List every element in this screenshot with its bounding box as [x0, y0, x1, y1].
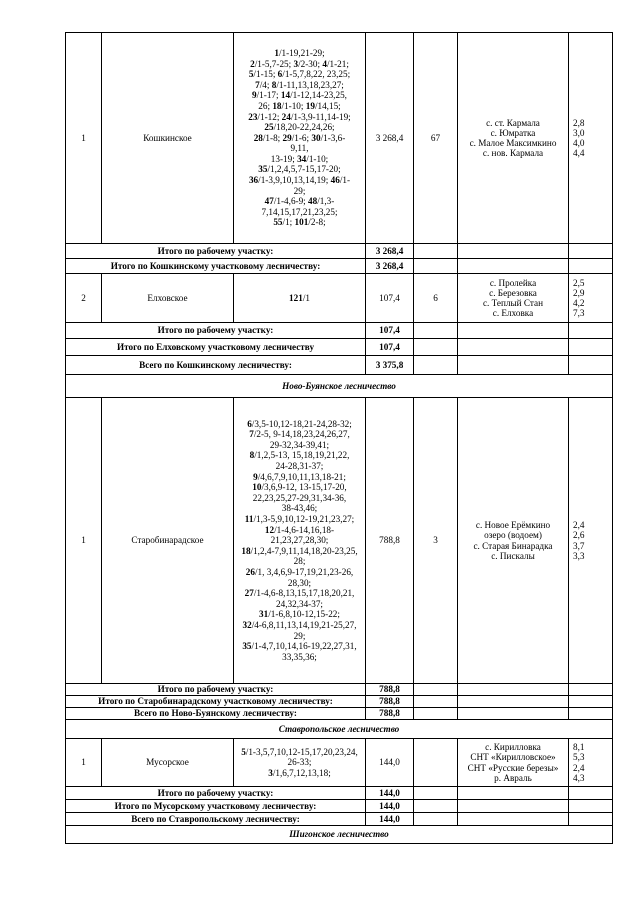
empty-cell: [414, 813, 458, 826]
line: с. ст. Кармала: [486, 117, 540, 128]
line: 26; 18/1-10; 19/14,15;: [258, 100, 341, 111]
total-row: [66, 800, 613, 813]
empty-cell: [414, 696, 458, 708]
total-row: [66, 813, 613, 826]
distance-list: [569, 33, 613, 244]
line: 121/1: [289, 292, 310, 303]
line: СНТ «Русские березы»: [467, 762, 559, 773]
line: 38-43,46;: [281, 503, 318, 514]
settlement-list: [458, 398, 569, 684]
line: 35/1,2,4,5,7-15,17-20;: [258, 164, 341, 175]
empty-cell: [569, 787, 613, 800]
line: 7/4; 8/1-11,13,18,23,27;: [255, 79, 344, 90]
empty-cell: [458, 323, 569, 339]
line: 10/3,6,9-12, 13-15,17-20,: [252, 482, 347, 493]
line: 26-33;: [287, 757, 312, 768]
total-label: Всего по Кошкинскому лесничеству:: [66, 356, 366, 375]
line: 7/2-5, 9-14,18,23,24,26,27,: [249, 429, 350, 440]
settlement-list: [458, 33, 569, 244]
total-value: 144,0: [366, 813, 414, 826]
row-number: 1: [66, 739, 102, 787]
section-heading: Ставропольское лесничество: [66, 720, 613, 739]
row-number: 2: [66, 274, 102, 323]
section-row: [66, 826, 613, 844]
total-value: 144,0: [366, 787, 414, 800]
line: 47/1-4,6-9; 48/1,3-: [264, 196, 335, 207]
total-label: Итого по Старобинарадскому участковому лесничеству:: [66, 696, 366, 708]
table-row: [66, 398, 613, 684]
settlement-list: [458, 274, 569, 323]
line: с. Теплый Стан: [482, 298, 544, 308]
line: 2,6: [573, 530, 585, 541]
line: с. Пискалы: [491, 550, 535, 561]
distance-list: [569, 398, 613, 684]
line: 3,0: [573, 127, 585, 138]
line: 31/1-6,8,10-12,15-22;: [259, 609, 340, 620]
line: 28,30;: [287, 577, 312, 588]
line: 9,11,: [290, 143, 309, 154]
empty-cell: [458, 708, 569, 720]
total-value: 3 268,4: [366, 259, 414, 274]
area-value: 3 268,4: [366, 33, 414, 244]
total-row: [66, 244, 613, 259]
empty-cell: [569, 259, 613, 274]
line: 9/4,6,7,9,10,11,13,18-21;: [253, 471, 346, 482]
line: 2,9: [573, 287, 585, 298]
empty-cell: [414, 339, 458, 356]
section-heading: Ново-Буянское лесничество: [66, 375, 613, 398]
total-row: [66, 356, 613, 375]
line: с. Юмратка: [490, 127, 536, 138]
count-value: [414, 739, 458, 787]
row-number: 1: [66, 398, 102, 684]
empty-cell: [569, 356, 613, 375]
empty-cell: [458, 800, 569, 813]
total-label: Итого по Мусорскому участковому лесничеству:: [66, 800, 366, 813]
line: с. Пролейка: [489, 277, 537, 288]
line: 26/1, 3,4,6,9-17,19,21,23-26,: [245, 566, 354, 577]
district-name: Кошкинское: [102, 33, 234, 244]
empty-cell: [458, 684, 569, 696]
total-label: Всего по Ново-Буянскому лесничеству:: [66, 708, 366, 720]
total-row: [66, 684, 613, 696]
line: р. Авраль: [494, 772, 532, 783]
line: 55/1; 101/2-8;: [273, 217, 326, 228]
empty-cell: [458, 244, 569, 259]
line: 9/1-17; 14/1-12,14-23,25,: [252, 90, 347, 101]
area-value: 107,4: [366, 274, 414, 323]
line: с. Березовка: [489, 287, 537, 298]
line: 36/1-3,9,10,13,14,19; 46/1-: [248, 175, 351, 186]
distance-list: [569, 274, 613, 323]
settlement-list: [458, 739, 569, 787]
row-number: 1: [66, 33, 102, 244]
line: с. Малое Максимкино: [469, 138, 557, 148]
line: 24,32,34-37;: [276, 598, 323, 609]
count-value: 3: [414, 398, 458, 684]
empty-cell: [458, 259, 569, 274]
line: с. Кирилловка: [485, 742, 541, 753]
line: 8/1,2,5-13, 15,18,19,21,22,: [249, 450, 350, 461]
line: 5,3: [573, 752, 585, 763]
line: 7,3: [573, 308, 585, 319]
line: 4,0: [573, 138, 585, 148]
line: 13-19; 34/1-10;: [270, 153, 329, 164]
total-label: Итого по рабочему участку:: [66, 323, 366, 339]
quarter-list: [234, 739, 366, 787]
line: 12/1-4,6-14,16,18-: [264, 524, 335, 535]
empty-cell: [414, 800, 458, 813]
line: 3,7: [573, 540, 585, 551]
total-label: Итого по рабочему участку:: [66, 787, 366, 800]
total-row: [66, 323, 613, 339]
line: 2/1-5,7-25; 3/2-30; 4/1-21;: [250, 58, 349, 69]
total-row: [66, 787, 613, 800]
total-label: Итого по рабочему участку:: [66, 684, 366, 696]
line: 11/1,3-5,9,10,12-19,21,23,27;: [244, 514, 355, 525]
total-value: 3 268,4: [366, 244, 414, 259]
total-row: [66, 708, 613, 720]
empty-cell: [569, 339, 613, 356]
line: 4,3: [573, 772, 585, 783]
empty-cell: [569, 813, 613, 826]
distance-list: [569, 739, 613, 787]
table-row: [66, 33, 613, 244]
empty-cell: [569, 323, 613, 339]
empty-cell: [458, 356, 569, 375]
empty-cell: [414, 259, 458, 274]
quarter-list: [234, 274, 366, 323]
empty-cell: [458, 696, 569, 708]
total-label: Итого по Елховскому участковому лесничеству: [66, 339, 366, 356]
line: СНТ «Кирилловское»: [470, 752, 556, 763]
total-value: 144,0: [366, 800, 414, 813]
empty-cell: [458, 787, 569, 800]
empty-cell: [458, 339, 569, 356]
line: с. Старая Бинарадка: [473, 540, 553, 551]
empty-cell: [414, 356, 458, 375]
total-label: Итого по Кошкинскому участковому лесничеству:: [66, 259, 366, 274]
line: 4,2: [573, 298, 585, 308]
district-name: Старобинарадское: [102, 398, 234, 684]
total-row: [66, 259, 613, 274]
line: 32/4-6,8,11,13,14,19,21-25,27,: [242, 619, 357, 630]
total-label: Итого по рабочему участку:: [66, 244, 366, 259]
line: 3,3: [573, 550, 585, 561]
table-row: [66, 274, 613, 323]
section-heading: Шигонское лесничество: [66, 826, 613, 844]
empty-cell: [569, 708, 613, 720]
line: 33,35,36;: [282, 651, 317, 662]
area-value: 144,0: [366, 739, 414, 787]
line: 1/1-19,21-29;: [274, 47, 325, 58]
line: 28/1-8; 29/1-6; 30/1-3,6-: [253, 132, 346, 143]
empty-cell: [458, 813, 569, 826]
district-name: Мусорское: [102, 739, 234, 787]
count-value: 6: [414, 274, 458, 323]
line: 27/1-4,6-8,13,15,17,18,20,21,: [244, 588, 355, 599]
line: 4,4: [573, 148, 585, 159]
line: озеро (водоем): [484, 530, 542, 541]
total-value: 788,8: [366, 684, 414, 696]
count-value: 67: [414, 33, 458, 244]
empty-cell: [569, 684, 613, 696]
total-value: 3 375,8: [366, 356, 414, 375]
line: 35/1-4,7,10,14,16-19,22,27,31,: [242, 641, 357, 652]
section-row: [66, 375, 613, 398]
empty-cell: [569, 696, 613, 708]
line: с. нов. Кармала: [482, 148, 544, 159]
line: 7,14,15,17,21,23,25;: [261, 206, 338, 217]
total-value: 107,4: [366, 339, 414, 356]
empty-cell: [414, 323, 458, 339]
quarter-list: [234, 33, 366, 244]
line: 29;: [293, 185, 306, 196]
empty-cell: [569, 800, 613, 813]
line: с. Елховка: [492, 308, 534, 319]
total-value: 788,8: [366, 708, 414, 720]
line: 5/1-3,5,7,10,12-15,17,20,23,24,: [241, 746, 358, 757]
area-value: 788,8: [366, 398, 414, 684]
total-row: [66, 696, 613, 708]
line: 21,23,27,28,30;: [270, 535, 329, 546]
empty-cell: [414, 708, 458, 720]
line: 23/1-12; 24/1-3,9-11,14-19;: [248, 111, 351, 122]
line: 24-28,31-37;: [275, 461, 324, 472]
line: с. Новое Ерёмкино: [475, 520, 551, 531]
total-value: 788,8: [366, 696, 414, 708]
line: 2,8: [573, 117, 585, 128]
empty-cell: [569, 244, 613, 259]
line: 2,5: [573, 277, 585, 288]
empty-cell: [414, 244, 458, 259]
table-row: [66, 739, 613, 787]
line: 29-32,34-39,41;: [269, 439, 330, 450]
section-row: [66, 720, 613, 739]
line: 28;: [293, 556, 306, 567]
line: 5/1-15; 6/1-5,7,8,22, 23,25;: [248, 69, 351, 80]
line: 18/1,2,4-7,9,11,14,18,20-23,25,: [241, 545, 358, 556]
line: 6/3,5-10,12-18,21-24,28-32;: [247, 418, 352, 429]
line: 25/18,20-22,24,26;: [264, 122, 335, 133]
quarter-list: [234, 398, 366, 684]
line: 2,4: [573, 762, 585, 773]
forest-lease-table: [65, 32, 613, 844]
total-row: [66, 339, 613, 356]
line: 8,1: [573, 742, 585, 753]
empty-cell: [414, 787, 458, 800]
total-label: Всего по Ставропольскому лесничеству:: [66, 813, 366, 826]
line: 22,23,25,27-29,31,34-36,: [252, 492, 347, 503]
empty-cell: [414, 684, 458, 696]
district-name: Елховское: [102, 274, 234, 323]
line: 29;: [293, 630, 306, 641]
line: 3/1,6,7,12,13,18;: [268, 767, 331, 778]
line: 2,4: [573, 520, 585, 531]
total-value: 107,4: [366, 323, 414, 339]
